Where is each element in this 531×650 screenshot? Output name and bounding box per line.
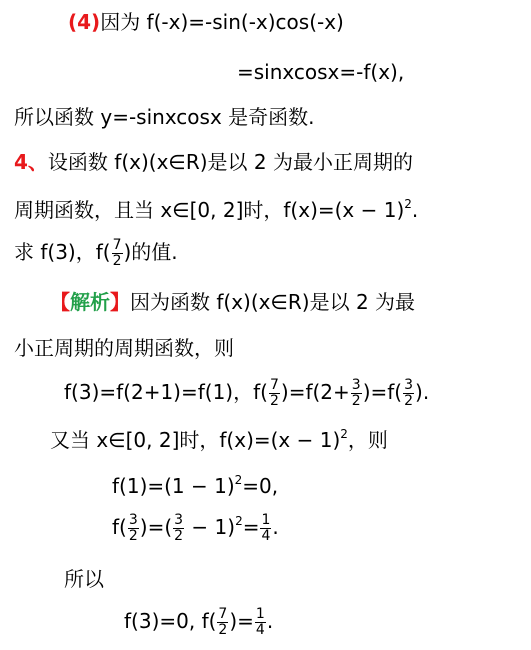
frac-numerator: 3	[128, 512, 138, 528]
problem4-line2-text: 周期函数，且当 x∈[0, 2]时，f(x)=(x − 1)	[14, 198, 405, 222]
solution-line8-b: )=	[229, 609, 254, 633]
solution-line4-a: 又当 x∈[0, 2]时，f(x)=(x − 1)	[50, 428, 341, 452]
solution-line8	[124, 607, 273, 638]
frac-numerator: 3	[404, 377, 414, 393]
frac-denominator: 2	[351, 393, 361, 409]
frac-denominator: 2	[218, 622, 228, 638]
solution-line8-a: f(3)=0, f(	[124, 609, 217, 633]
solution-line7: 所以	[64, 567, 104, 591]
problem4-line2	[14, 198, 418, 222]
solution-line2: 小正周期的周期函数，则	[14, 336, 234, 360]
problem4-line1	[14, 150, 413, 174]
solution-line6-e: .	[272, 515, 279, 539]
fraction-3-2	[403, 378, 414, 409]
solution-line6-a: f(	[112, 515, 127, 539]
frac-numerator: 7	[269, 377, 279, 393]
frac-numerator: 3	[174, 512, 184, 528]
problem3-line3: 所以函数 y=-sinxcosx 是奇函数.	[14, 105, 315, 129]
exponent: 2	[235, 514, 243, 528]
solution-label: 解析	[70, 290, 110, 314]
solution-line8-c: .	[266, 609, 274, 633]
fraction-1-4	[260, 513, 271, 544]
frac-denominator: 4	[255, 622, 265, 638]
frac-numerator: 3	[351, 377, 361, 393]
fraction-3-2	[351, 378, 362, 409]
solution-line3-b: )=f(2+	[280, 380, 350, 404]
solution-line1-text: 因为函数 f(x)(x∈R)是以 2 为最	[130, 290, 416, 314]
fraction-3-2	[173, 513, 184, 544]
solution-line6-b: )=(	[139, 515, 173, 539]
fraction-7-2	[112, 238, 123, 269]
problem4-line2-exponent: 2	[404, 197, 412, 211]
fraction-1-4	[255, 607, 266, 638]
problem3-marker: (4)	[68, 10, 101, 34]
frac-denominator: 2	[404, 393, 414, 409]
frac-denominator: 2	[112, 253, 122, 269]
frac-denominator: 2	[128, 528, 138, 544]
problem4-line2-end: .	[411, 198, 419, 222]
frac-numerator: 7	[218, 606, 228, 622]
fraction-7-2	[269, 378, 280, 409]
frac-numerator: 1	[255, 606, 265, 622]
solution-line3-c: )=f(	[362, 380, 403, 404]
solution-line4	[50, 428, 388, 452]
solution-bracket-open: 【	[50, 290, 70, 314]
solution-line3	[64, 378, 429, 409]
solution-line6-d: =	[242, 515, 260, 539]
frac-denominator: 4	[261, 528, 271, 544]
solution-line6	[112, 513, 279, 544]
problem4-number: 4、	[14, 150, 48, 174]
problem3-line1-text: 因为 f(-x)=-sin(-x)cos(-x)	[100, 10, 344, 34]
solution-line5-a: f(1)=(1 − 1)	[112, 474, 235, 498]
problem3-line2: =sinxcosx=-f(x),	[237, 60, 405, 84]
frac-numerator: 1	[261, 512, 271, 528]
problem4-line1-text: 设函数 f(x)(x∈R)是以 2 为最小正周期的	[47, 150, 413, 174]
solution-line4-b: ，则	[347, 428, 388, 452]
solution-line1	[50, 290, 415, 314]
exponent: 2	[340, 427, 348, 441]
frac-denominator: 2	[174, 528, 184, 544]
solution-line5-end: =0,	[242, 474, 279, 498]
solution-line3-a: f(3)=f(2+1)=f(1)，f(	[64, 380, 268, 404]
problem4-line3-text-a: 求 f(3)，f(	[14, 240, 111, 264]
problem3-line1	[68, 10, 344, 34]
solution-line6-c: − 1)	[185, 515, 236, 539]
exponent: 2	[234, 473, 243, 487]
solution-line3-d: ).	[415, 380, 430, 404]
problem4-line3	[14, 238, 178, 269]
solution-bracket-close: 】	[110, 290, 130, 314]
problem4-line3-text-b: )的值.	[123, 240, 178, 264]
fraction-3-2	[128, 513, 139, 544]
solution-line5	[112, 474, 278, 498]
frac-numerator: 7	[112, 237, 122, 253]
fraction-7-2	[217, 607, 228, 638]
frac-denominator: 2	[269, 393, 279, 409]
